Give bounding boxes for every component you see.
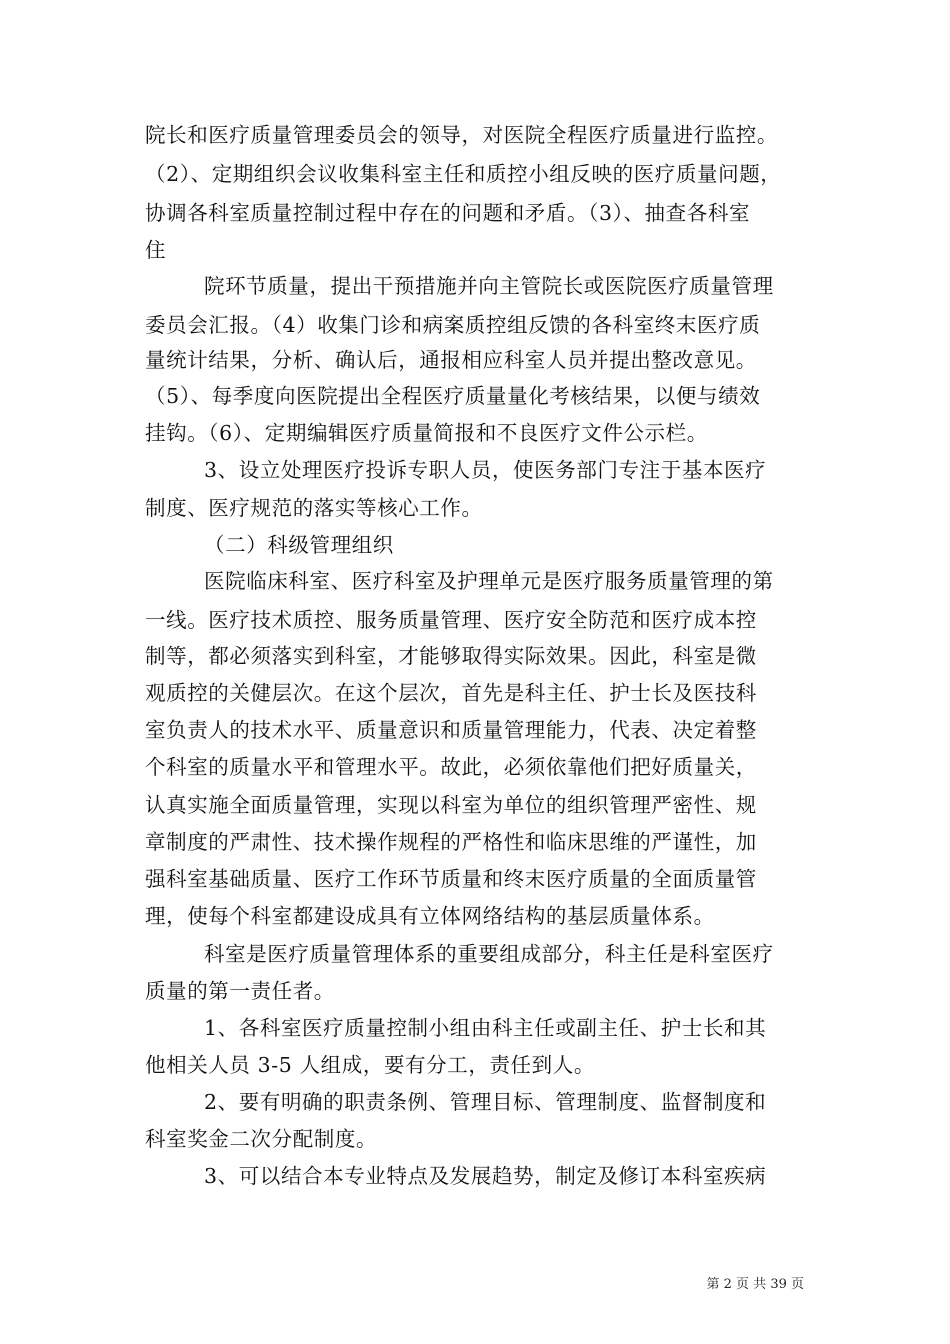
section-heading: （二）科级管理组织 bbox=[204, 533, 394, 557]
body-line: 协调各科室质量控制过程中存在的问题和矛盾。（3）、抽查各科室 bbox=[145, 201, 751, 225]
body-line: 量统计结果，分析、确认后，通报相应科室人员并提出整改意见。 bbox=[145, 348, 757, 372]
body-line: 1、各科室医疗质量控制小组由科主任或副主任、护士长和其 bbox=[204, 1016, 767, 1040]
body-line: 强科室基础质量、医疗工作环节质量和终末医疗质量的全面质量管 bbox=[145, 867, 757, 891]
body-line: 院长和医疗质量管理委员会的领导，对医院全程医疗质量进行监控。 bbox=[145, 123, 778, 147]
body-line: 制等，都必须落实到科室，才能够取得实际效果。因此，科室是微 bbox=[145, 644, 757, 668]
body-line: 挂钩。（6）、定期编辑医疗质量简报和不良医疗文件公示栏。 bbox=[145, 421, 708, 445]
body-line: 院环节质量，提出干预措施并向主管院长或医院医疗质量管理 bbox=[204, 274, 774, 298]
body-line: 认真实施全面质量管理，实现以科室为单位的组织管理严密性、规 bbox=[145, 793, 757, 817]
body-line: 观质控的关健层次。在这个层次，首先是科主任、护士长及医技科 bbox=[145, 681, 757, 705]
body-line: 理，使每个科室都建设成具有立体网络结构的基层质量体系。 bbox=[145, 904, 715, 928]
body-line: 一线。医疗技术质控、服务质量管理、医疗安全防范和医疗成本控 bbox=[145, 608, 757, 632]
body-line: 3、可以结合本专业特点及发展趋势，制定及修订本科室疾病 bbox=[204, 1164, 767, 1188]
body-line: 3、设立处理医疗投诉专职人员，使医务部门专注于基本医疗 bbox=[204, 458, 767, 482]
body-line: 质量的第一责任者。 bbox=[145, 979, 335, 1003]
body-line: 委员会汇报。（4）收集门诊和病案质控组反馈的各科室终末医疗质 bbox=[145, 313, 761, 337]
body-line: （5）、每季度向医院提出全程医疗质量量化考核结果，以便与绩效 bbox=[145, 384, 761, 408]
body-line: 个科室的质量水平和管理水平。故此，必须依靠他们把好质量关， bbox=[145, 755, 757, 779]
body-line: 2、要有明确的职责条例、管理目标、管理制度、监督制度和 bbox=[204, 1090, 767, 1114]
body-line: 室负责人的技术水平、质量意识和质量管理能力，代表、决定着整 bbox=[145, 718, 757, 742]
body-line: 章制度的严肃性、技术操作规程的严格性和临床思维的严谨性，加 bbox=[145, 830, 757, 854]
body-line: 科室是医疗质量管理体系的重要组成部分，科主任是科室医疗 bbox=[204, 942, 774, 966]
body-line: 医院临床科室、医疗科室及护理单元是医疗服务质量管理的第 bbox=[204, 569, 774, 593]
body-line: 科室奖金二次分配制度。 bbox=[145, 1127, 378, 1151]
page-number-footer: 第 2 页 共 39 页 bbox=[706, 1277, 804, 1292]
body-line: 他相关人员 3-5 人组成，要有分工，责任到人。 bbox=[145, 1053, 595, 1077]
body-line: 制度、医疗规范的落实等核心工作。 bbox=[145, 496, 483, 520]
body-line: （2）、定期组织会议收集科室主任和质控小组反映的医疗质量问题， bbox=[145, 162, 782, 186]
body-line: 住 bbox=[145, 238, 167, 262]
